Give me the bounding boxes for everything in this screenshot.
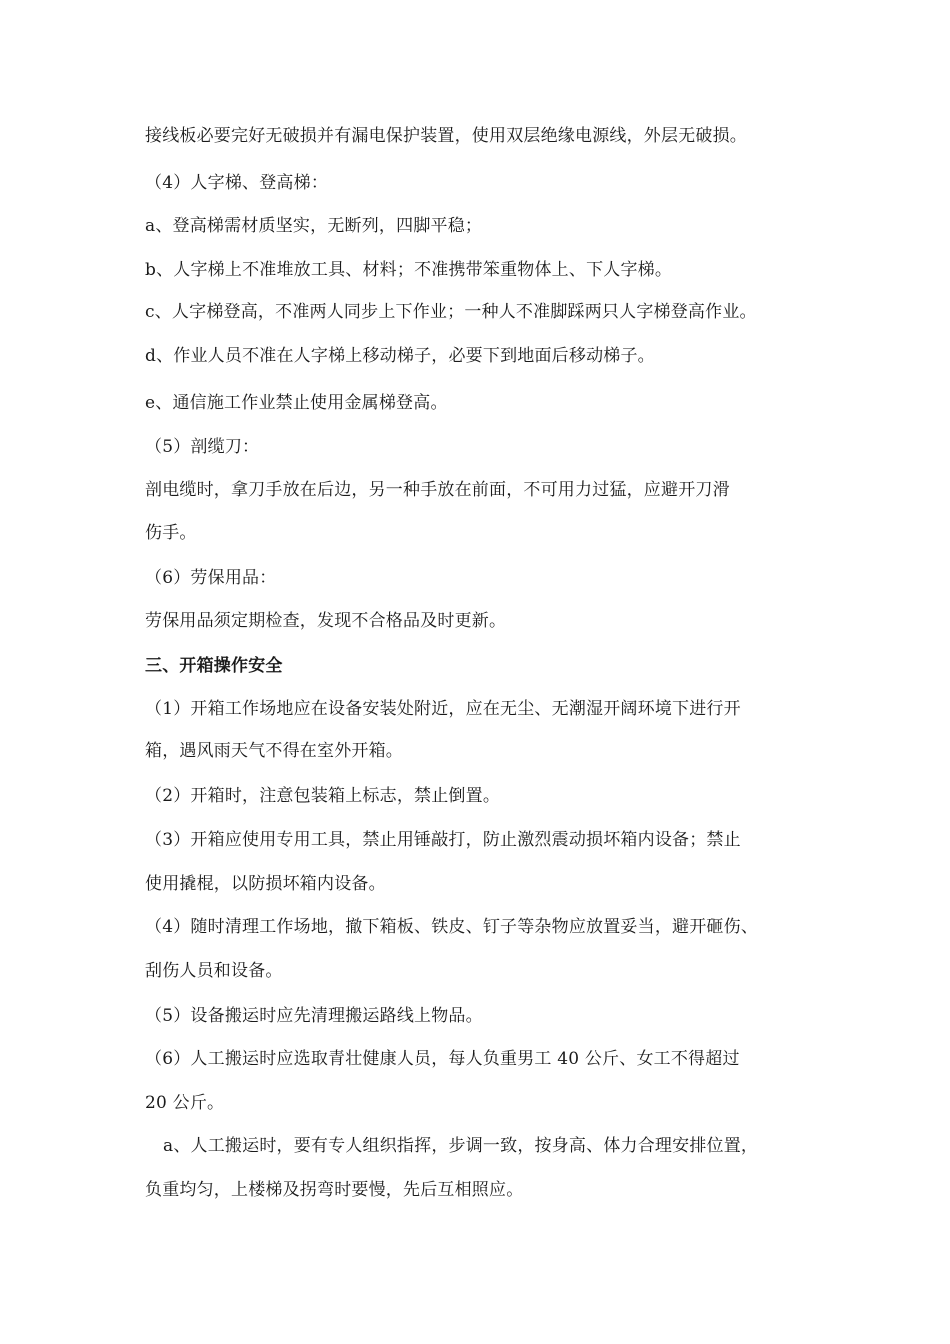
- paragraph-line: b、人字梯上不准堆放工具、材料；不准携带笨重物体上、下人字梯。: [145, 260, 673, 280]
- paragraph-line: （4）随时清理工作场地，撤下箱板、铁皮、钉子等杂物应放置妥当，避开砸伤、: [145, 917, 759, 937]
- paragraph-line: 劳保用品须定期检查，发现不合格品及时更新。: [145, 611, 507, 631]
- paragraph-line: 接线板必要完好无破损并有漏电保护装置，使用双层绝缘电源线，外层无破损。: [145, 126, 747, 146]
- paragraph-line: （3）开箱应使用专用工具，禁止用锤敲打，防止激烈震动损坏箱内设备；禁止: [145, 830, 741, 850]
- paragraph-line: （6）人工搬运时应选取青壮健康人员，每人负重男工 40 公斤、女工不得超过: [145, 1049, 740, 1069]
- paragraph-line: 使用撬棍，以防损坏箱内设备。: [145, 874, 386, 894]
- paragraph-line: 20 公斤。: [145, 1093, 225, 1113]
- section-heading: 三、开箱操作安全: [145, 656, 283, 676]
- paragraph-line: （5）设备搬运时应先清理搬运路线上物品。: [145, 1006, 483, 1026]
- paragraph-line: 箱，遇风雨天气不得在室外开箱。: [145, 741, 403, 761]
- paragraph-line: c、人字梯登高，不准两人同步上下作业；一种人不准脚踩两只人字梯登高作业。: [145, 302, 757, 322]
- paragraph-line: 刮伤人员和设备。: [145, 961, 283, 981]
- paragraph-line: 负重均匀，上楼梯及拐弯时要慢，先后互相照应。: [145, 1180, 524, 1200]
- paragraph-line: 伤手。: [145, 523, 197, 543]
- paragraph-line: d、作业人员不准在人字梯上移动梯子，必要下到地面后移动梯子。: [145, 346, 655, 366]
- paragraph-line: （1）开箱工作场地应在设备安装处附近，应在无尘、无潮湿开阔环境下进行开: [145, 699, 741, 719]
- paragraph-line: 剖电缆时，拿刀手放在后边，另一种手放在前面，不可用力过猛，应避开刀滑: [145, 480, 730, 500]
- paragraph-line: a、登高梯需材质坚实，无断列，四脚平稳；: [145, 216, 483, 236]
- paragraph-line: e、通信施工作业禁止使用金属梯登高。: [145, 393, 448, 413]
- paragraph-line: （6）劳保用品：: [145, 568, 277, 588]
- paragraph-line: （5）剖缆刀：: [145, 437, 260, 457]
- paragraph-line: a、人工搬运时，要有专人组织指挥，步调一致，按身高、体力合理安排位置，: [163, 1136, 759, 1156]
- paragraph-line: （2）开箱时，注意包装箱上标志，禁止倒置。: [145, 786, 501, 806]
- paragraph-line: （4）人字梯、登高梯：: [145, 173, 329, 193]
